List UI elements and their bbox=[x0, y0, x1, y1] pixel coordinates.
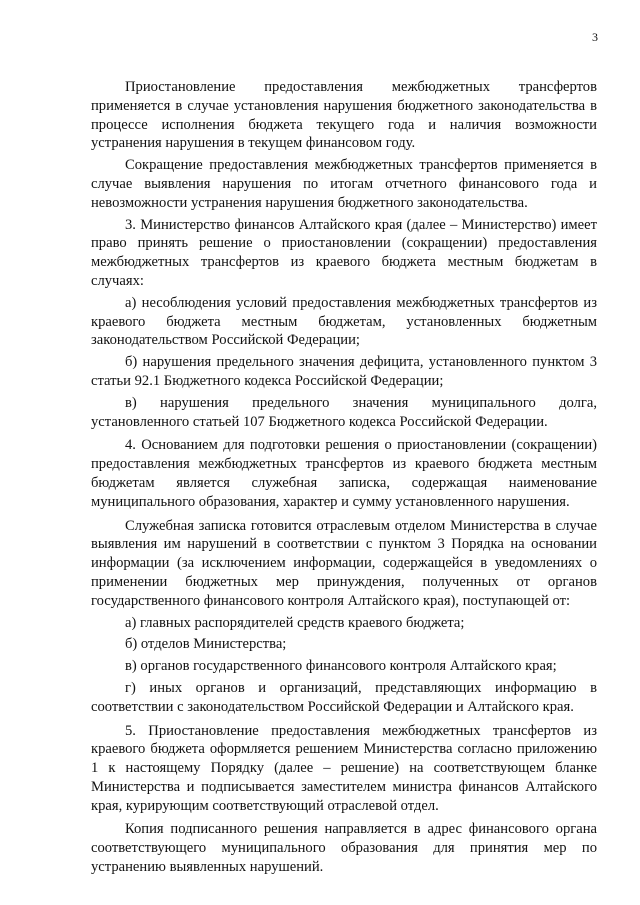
paragraph-copy: Копия подписанного решения направляется в адрес финансового органа соответствующего муниципального образования для принятия мер по устранению выявленных нарушений. bbox=[91, 821, 597, 876]
paragraph-item-4: 4. Основанием для подготовки решения о приостановлении (сокращении) предоставления межбюджетных трансфертов из краевого бюджета местным бюджетам является служебная записка, содержащая наименование муниципального образования, характер и сумму установленного нарушения. bbox=[91, 437, 597, 510]
list-item-memo-b: б) отделов Министерства; bbox=[125, 636, 287, 653]
paragraph-item-3: 3. Министерство финансов Алтайского края (далее – Министерство) имеет право принять решение о приостановлении (сокращении) предоставления межбюджетных трансфертов из краевого бюджета местным бюджетам в случаях: bbox=[91, 216, 597, 289]
paragraph-item-5: 5. Приостановление предоставления межбюджетных трансфертов из краевого бюджета оформляется решением Министерства согласно приложению 1 к настоящему Порядку (далее – решение) на соответствующем бланке Министерства и подписывается заместителем министра финансов Алтайского края, курирующим соответствующий отраслевой отдел. bbox=[91, 722, 597, 814]
paragraph-reduction: Сокращение предоставления межбюджетных трансфертов применяется в случае выявления нарушения по итогам отчетного финансового года и невозможности устранения нарушения бюджетного законодательства. bbox=[91, 157, 597, 211]
paragraph-memo: Служебная записка готовится отраслевым отделом Министерства в случае выявления им нарушений в соответствии с пунктом 3 Порядка на основании информации (за исключением информации, содержащейся в уведомлениях о применении бюджетных мер принуждения, полученных от органов государственного финансового контроля Алтайского края), поступающей от: bbox=[91, 517, 597, 609]
list-item-memo-c: в) органов государственного финансового контроля Алтайского края; bbox=[125, 658, 557, 675]
list-item-3b: б) нарушения предельного значения дефицита, установленного пунктом 3 статьи 92.1 Бюджетного кодекса Российской Федерации; bbox=[91, 354, 597, 389]
list-item-3c: в) нарушения предельного значения муниципального долга, установленного статьей 107 Бюджетного кодекса Российской Федерации. bbox=[91, 394, 597, 430]
list-item-3a: а) несоблюдения условий предоставления межбюджетных трансфертов из краевого бюджета местным бюджетам, установленных бюджетным законодательством Российской Федерации; bbox=[91, 294, 597, 349]
list-item-memo-a: а) главных распорядителей средств краевого бюджета; bbox=[125, 614, 465, 631]
paragraph-suspension: Приостановление предоставления межбюджетных трансфертов применяется в случае установления нарушения бюджетного законодательства в процессе исполнения бюджета текущего года и наличия возможности устранения нарушения в текущем финансовом году. bbox=[91, 79, 597, 152]
document-body bbox=[91, 78, 597, 877]
list-item-memo-d: г) иных органов и организаций, представляющих информацию в соответствии с законодательством Российской Федерации и Алтайского края. bbox=[91, 679, 597, 715]
page-number: 3 bbox=[592, 30, 598, 44]
